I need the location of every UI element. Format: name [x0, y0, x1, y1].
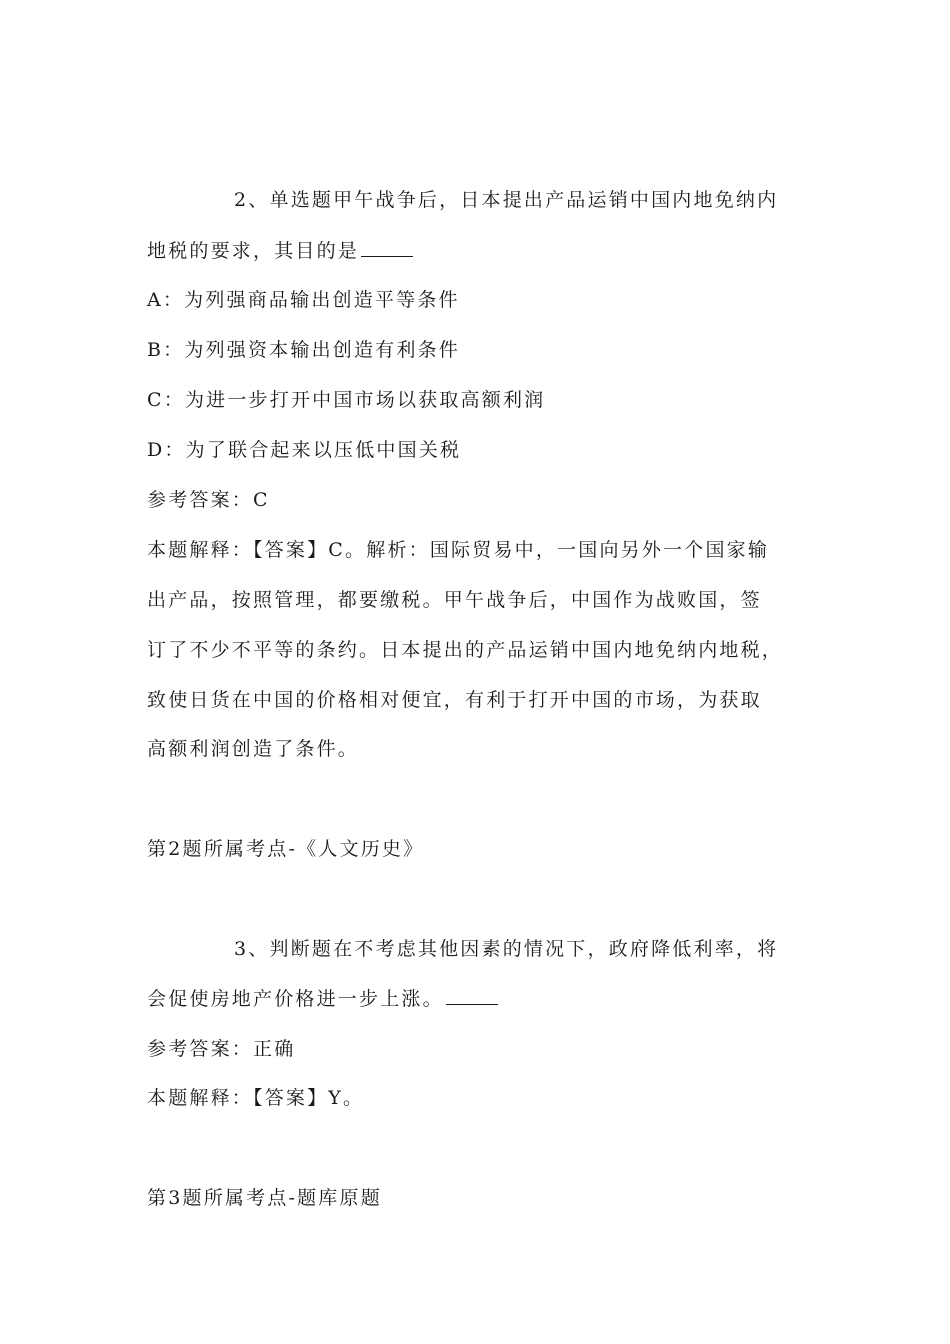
q3-topic: 第3题所属考点-题库原题	[147, 1187, 382, 1209]
q2-explanation-line-1: 本题解释：【答案】C。解析：国际贸易中，一国向另外一个国家输	[147, 539, 770, 561]
q3-stem-text: 会促使房地产价格进一步上涨。	[147, 988, 444, 1010]
q2-explanation-line-4: 致使日货在中国的价格相对便宜，有利于打开中国的市场，为获取	[147, 689, 762, 711]
q2-explanation-line-2: 出产品，按照管理，都要缴税。甲午战争后，中国作为战败国，签	[147, 589, 762, 611]
q2-stem-text: 地税的要求，其目的是	[147, 240, 360, 262]
q2-stem-line-1: 2、单选题甲午战争后，日本提出产品运销中国内地免纳内	[234, 189, 779, 211]
q3-stem-line-1: 3、判断题在不考虑其他因素的情况下，政府降低利率，将	[234, 938, 779, 960]
q2-option-d: D：为了联合起来以压低中国关税	[147, 439, 462, 461]
q2-option-a: A：为列强商品输出创造平等条件	[147, 289, 460, 311]
q2-topic: 第2题所属考点-《人文历史》	[147, 838, 425, 860]
q2-option-b: B：为列强资本输出创造有利条件	[147, 339, 460, 361]
answer-blank	[446, 986, 498, 1005]
answer-blank	[361, 238, 413, 257]
q3-stem-line-2	[147, 986, 498, 1012]
q2-explanation-line-3: 订了不少不平等的条约。日本提出的产品运销中国内地免纳内地税，	[147, 639, 784, 661]
q2-option-c: C：为进一步打开中国市场以获取高额利润	[147, 389, 546, 411]
q2-stem-line-2	[147, 238, 413, 264]
q2-answer: 参考答案：C	[147, 489, 270, 511]
q3-answer: 参考答案：正确	[147, 1038, 296, 1060]
q3-explanation: 本题解释：【答案】Y。	[147, 1087, 365, 1109]
q2-explanation-line-5: 高额利润创造了条件。	[147, 738, 360, 760]
